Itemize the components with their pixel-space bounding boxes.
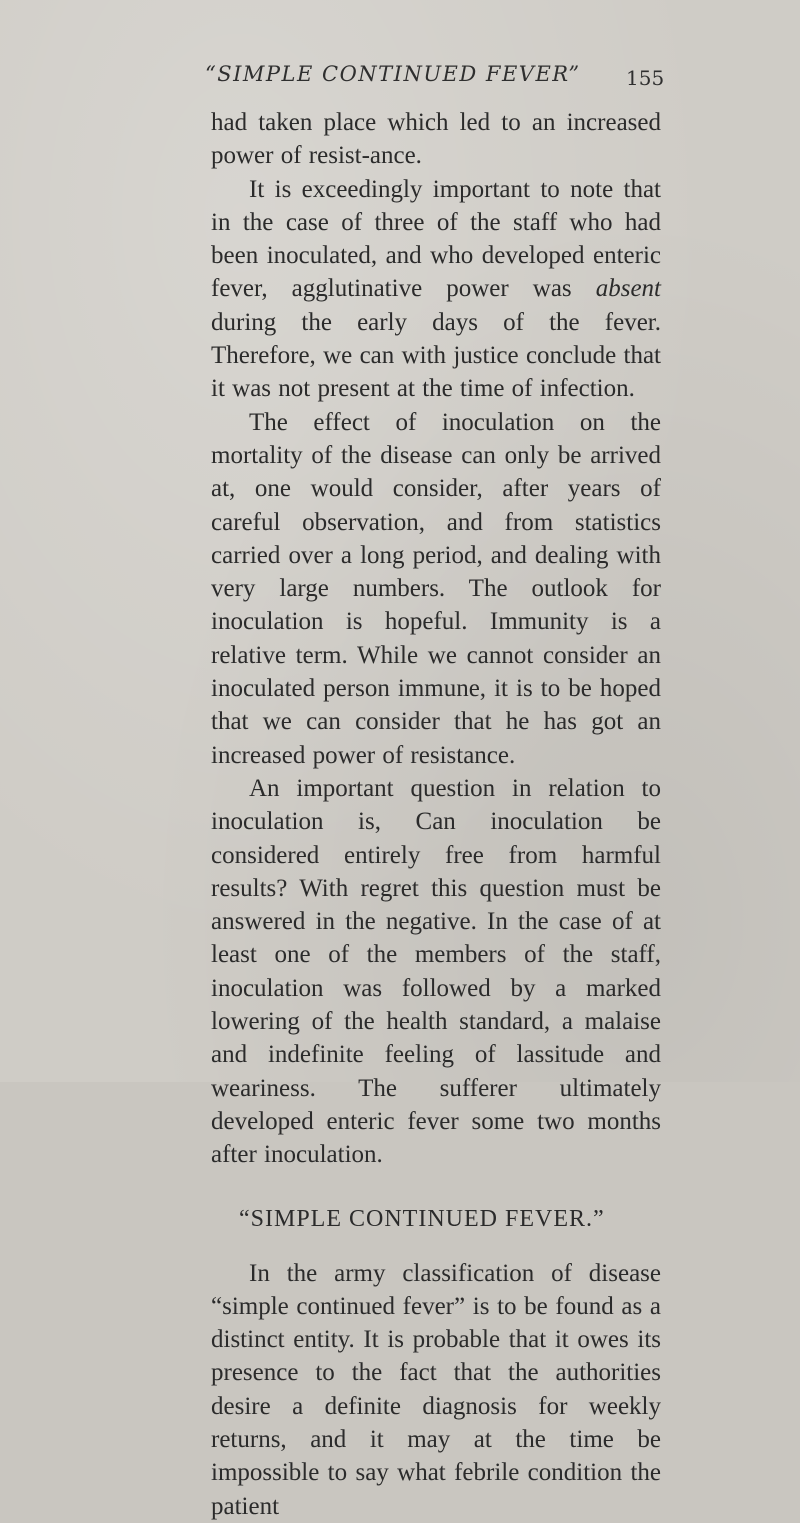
paragraph-agglutinative <box>211 173 661 406</box>
body-text <box>211 106 661 1523</box>
paragraph-harmful-results: An important question in relation to inoculation is, Can inoculation be considered entirely free from harmful results? With regret this question must be answered in the negative. In the case of at least one of the members of the staff, inoculation was followed by a marked lowering of the health standard, a malaise and indefinite feeling of lassitude and weariness. The sufferer ultimately developed enteric fever some two months after inoculation. <box>211 774 661 1169</box>
running-head: “SIMPLE CONTINUED FEVER” <box>205 62 581 86</box>
paragraph-simple-continued-fever: In the army classification of disease “simple continued fever” is to be found as a distinct entity. It is probable that it owes its presence to the fact that the authorities desire a definite diagnosis for weekly returns, and it may at the time be impossible to say what febrile condition the patient <box>211 1259 661 1520</box>
paragraph-mortality: The effect of inoculation on the mortality of the disease can only be arrived at, one would consider, after years of careful observation, and from statistics carried over a long period, and dealing with very large numbers. The outlook for inoculation is hopeful. Immunity is a relative term. While we cannot consider an inoculated person immune, it is to be hoped that we can consider that he has got an increased power of resistance. <box>211 408 661 769</box>
emphasis-absent: absent <box>595 275 661 303</box>
paragraph-agglutinative-part1: It is exceedingly important to note that in the case of three of the staff who had been inoculated, and who developed enteric fever, agglutinative power was <box>211 175 661 303</box>
section-heading: “SIMPLE CONTINUED FEVER.” <box>239 1205 605 1232</box>
paragraph-agglutinative-part2: during the early days of the fever. Therefore, we can with justice conclude that it was not present at the time of infection. <box>211 308 661 403</box>
page-number: 155 <box>626 66 665 90</box>
paragraph-resistance: had taken place which led to an increased power of resist-ance. <box>211 109 661 170</box>
